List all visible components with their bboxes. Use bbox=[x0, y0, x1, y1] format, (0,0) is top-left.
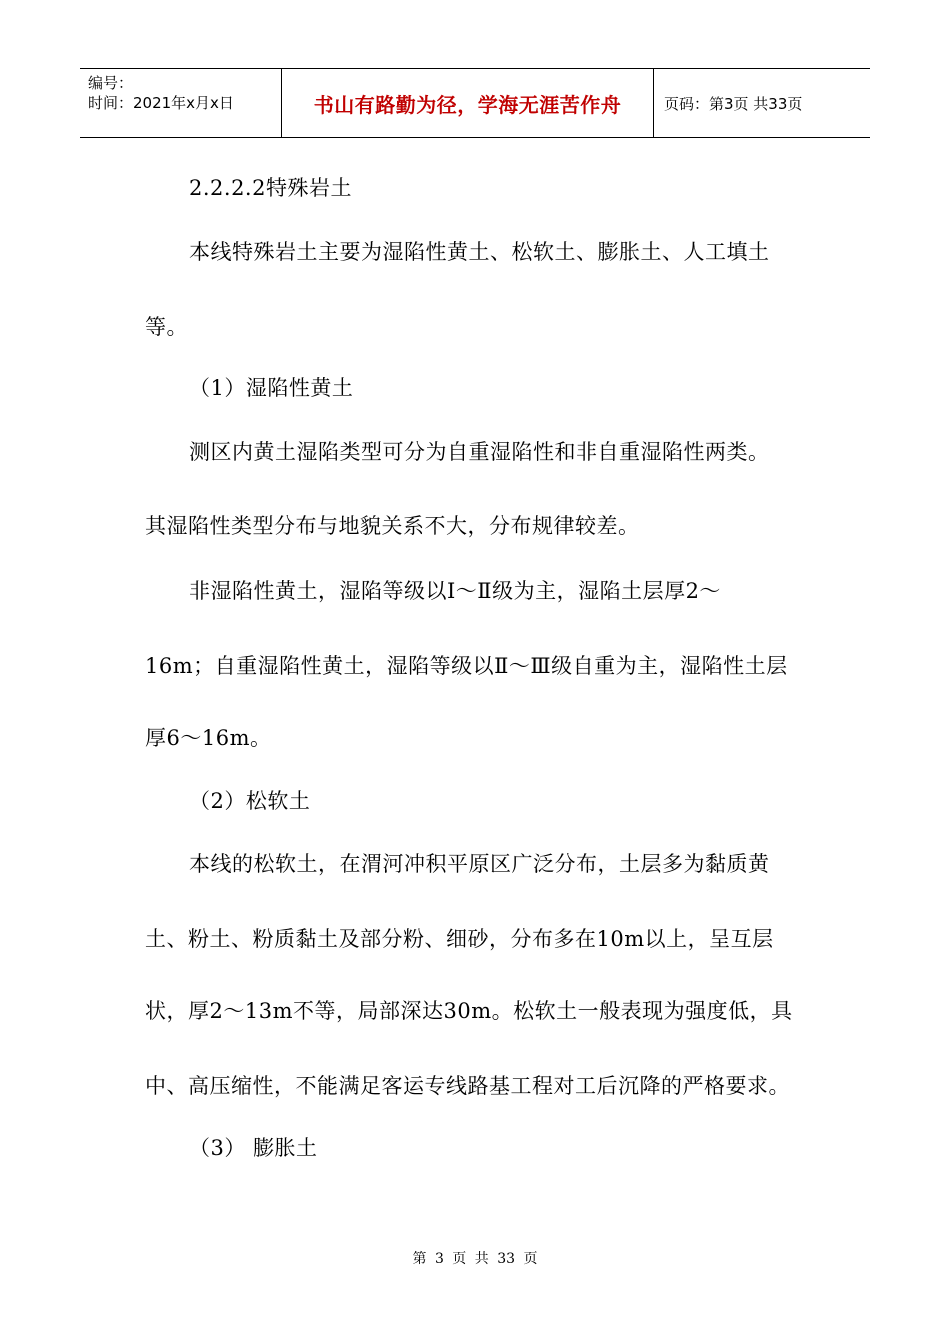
page-footer: 第 3 页 共 33 页 bbox=[412, 1251, 538, 1267]
header-motto: 书山有路勤为径，学海无涯苦作舟 bbox=[313, 92, 622, 117]
header-motto-cell bbox=[282, 69, 654, 137]
paragraph-line: 土、粉土、粉质黏土及部分粉、细砂，分布多在10m以上，呈互层 bbox=[145, 927, 774, 951]
paragraph-line: 本线特殊岩土主要为湿陷性黄土、松软土、膨胀土、人工填土 bbox=[189, 240, 770, 264]
paragraph-line: 状，厚2～13m不等，局部深达30m。松软土一般表现为强度低，具 bbox=[145, 999, 793, 1023]
subsection-heading: （2）松软土 bbox=[189, 789, 311, 813]
paragraph-line: 等。 bbox=[145, 315, 188, 339]
document-number-label: 编号： bbox=[88, 74, 134, 92]
subsection-heading: （1）湿陷性黄土 bbox=[189, 376, 354, 400]
header-page-info: 页码：第3页 共33页 bbox=[664, 94, 803, 113]
paragraph-line: 16m；自重湿陷性黄土，湿陷等级以Ⅱ～Ⅲ级自重为主，湿陷性土层 bbox=[145, 654, 788, 678]
paragraph-line: 测区内黄土湿陷类型可分为自重湿陷性和非自重湿陷性两类。 bbox=[189, 440, 770, 464]
page-header bbox=[80, 68, 870, 138]
section-heading: 2.2.2.2特殊岩土 bbox=[189, 176, 352, 200]
subsection-heading: （3） 膨胀土 bbox=[189, 1136, 318, 1160]
paragraph-line: 其湿陷性类型分布与地貌关系不大，分布规律较差。 bbox=[145, 514, 640, 538]
paragraph-line: 本线的松软土，在渭河冲积平原区广泛分布，土层多为黏质黄 bbox=[189, 852, 770, 876]
header-meta bbox=[80, 69, 282, 137]
document-time-label: 时间：2021年x月x日 bbox=[88, 94, 234, 112]
paragraph-line: 中、高压缩性，不能满足客运专线路基工程对工后沉降的严格要求。 bbox=[145, 1074, 790, 1098]
header-page-info-cell bbox=[654, 69, 870, 137]
paragraph-line: 非湿陷性黄土，湿陷等级以Ⅰ～Ⅱ级为主，湿陷土层厚2～ bbox=[189, 579, 721, 603]
paragraph-line: 厚6～16m。 bbox=[145, 726, 272, 750]
